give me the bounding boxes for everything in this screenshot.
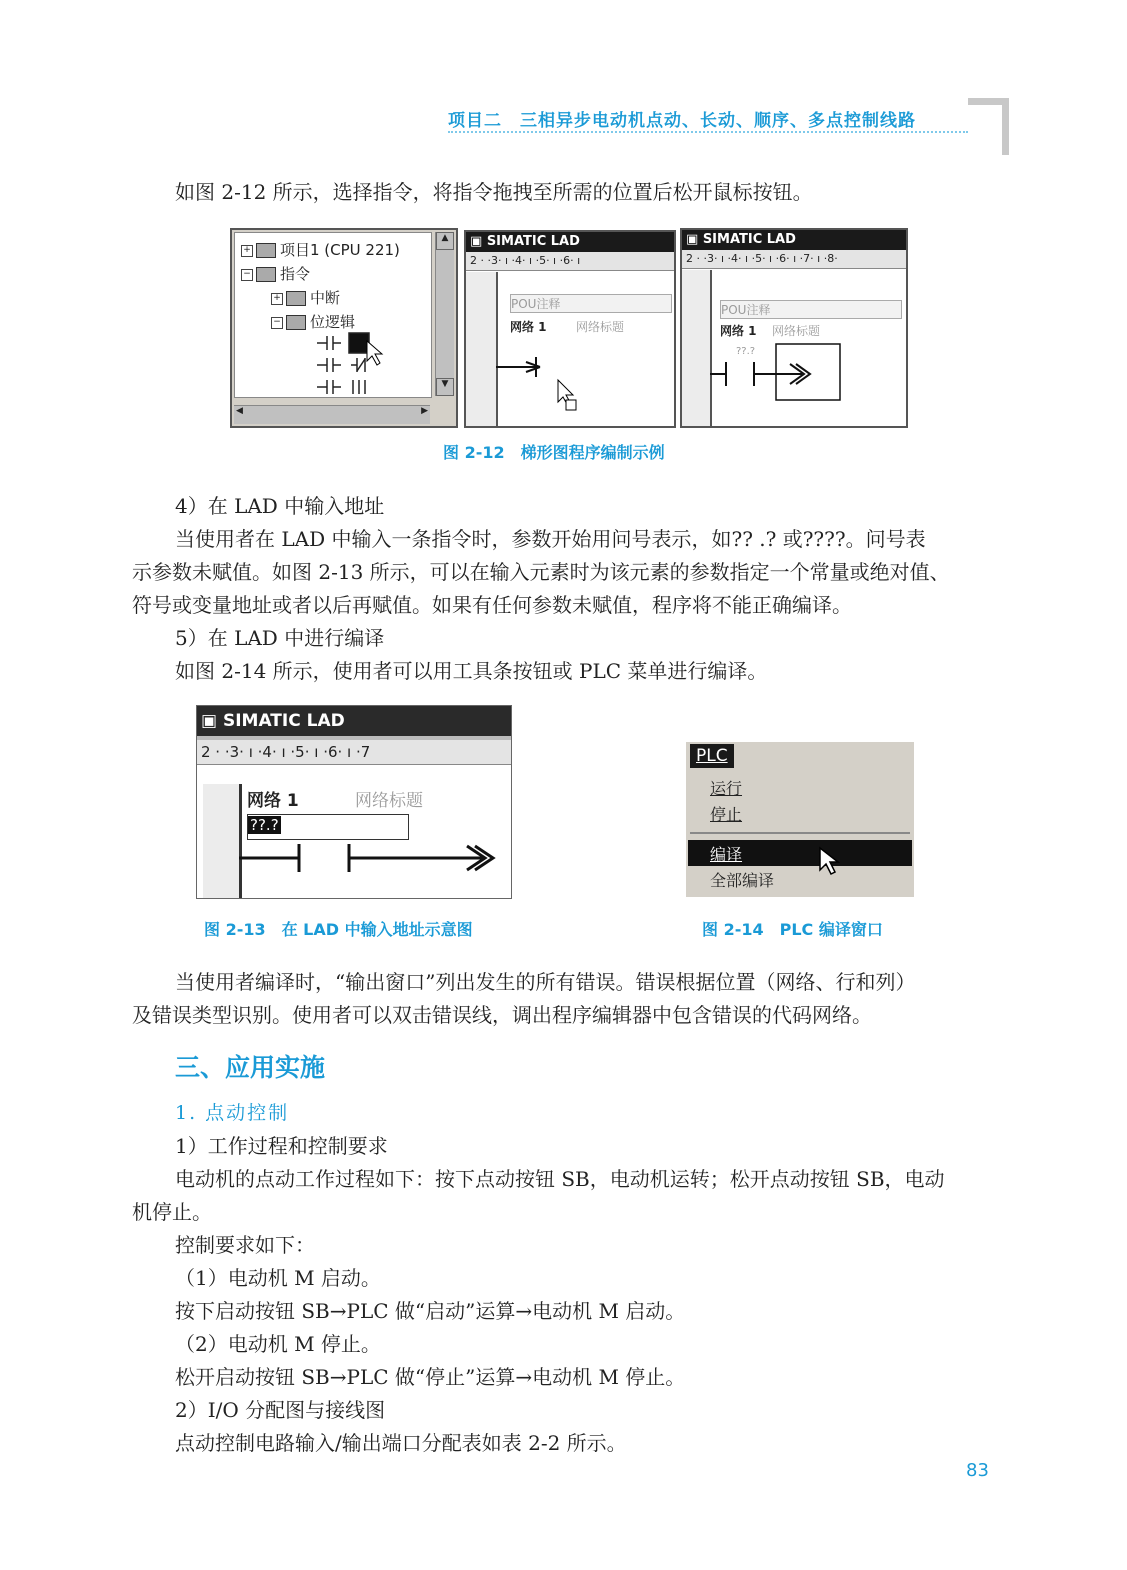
window-titlebar: ▣ SIMATIC LAD <box>466 232 674 252</box>
fig12-tree-panel <box>230 228 458 428</box>
contact-instruction-icons[interactable] <box>295 331 415 397</box>
window-titlebar: ▣ SIMATIC LAD <box>197 706 511 736</box>
menu-item-compile-all[interactable]: 全部编译 <box>710 871 775 890</box>
mouse-cursor-icon <box>818 846 842 878</box>
fig14-caption: 图 2-14 PLC 编译窗口 <box>702 920 883 939</box>
requirement-2: （2）电动机 M 停止。 <box>175 1332 381 1356</box>
item-2-heading: 2）I/O 分配图与接线图 <box>175 1398 386 1422</box>
menu-separator <box>690 832 910 834</box>
left-power-rail <box>466 272 498 426</box>
requirement-1: （1）电动机 M 启动。 <box>175 1266 381 1290</box>
fig13-caption: 图 2-13 在 LAD 中输入地址示意图 <box>204 920 473 939</box>
menu-title-plc[interactable]: PLC <box>690 744 734 768</box>
tree-item-bitlogic[interactable]: − 位逻辑 <box>271 311 355 332</box>
tree-item-instructions[interactable]: − 指令 <box>241 263 310 284</box>
paragraph-address-a: 当使用者在 LAD 中输入一条指令时，参数开始用问号表示，如?? .? 或????。问号表 <box>175 527 926 551</box>
fig12-caption: 图 2-12 梯形图程序编制示例 <box>443 443 665 462</box>
network-title[interactable]: 网络标题 <box>576 320 625 334</box>
step-5-heading: 5）在 LAD 中进行编译 <box>175 626 385 650</box>
fig13-lad-window <box>196 705 512 899</box>
step-4-heading: 4）在 LAD 中输入地址 <box>175 494 385 518</box>
paragraph-errors-a: 当使用者编译时，“输出窗口”列出发生的所有错误。错误根据位置（网络、行和列） <box>175 970 916 994</box>
running-header: 项目二 三相异步电动机点动、长动、顺序、多点控制线路 <box>448 111 916 131</box>
ladder-rung[interactable] <box>710 342 904 422</box>
window-titlebar: ▣ SIMATIC LAD <box>682 230 906 250</box>
scroll-left-icon: ◀ <box>236 406 243 416</box>
network-label: 网络 1 <box>247 791 299 811</box>
paragraph-address-c: 符号或变量地址或者以后再赋值。如果有任何参数未赋值，程序将不能正确编译。 <box>132 593 852 617</box>
ladder-rung[interactable] <box>496 342 672 422</box>
ruler: 2 · ·3· ı ·4· ı ·5· ı ·6· ı <box>466 252 674 271</box>
menu-item-compile[interactable]: 编译 <box>710 845 743 864</box>
requirement-1-detail: 按下启动按钮 SB→PLC 做“启动”运算→电动机 M 启动。 <box>175 1299 686 1323</box>
fig14-plc-menu <box>686 742 914 897</box>
vertical-scrollbar[interactable] <box>435 232 454 396</box>
folder-icon <box>286 291 306 306</box>
header-corner-mark <box>968 98 1009 155</box>
left-power-rail <box>203 784 242 898</box>
drop-plus-icon <box>566 400 576 410</box>
section-heading: 三、应用实施 <box>175 1053 326 1082</box>
pou-comment[interactable]: POU注释 <box>510 294 672 313</box>
menu-item-run[interactable]: 运行 <box>710 779 743 798</box>
paragraph-jog-a: 电动机的点动工作过程如下：按下点动按钮 SB，电动机运转；松开点动按钮 SB，电动 <box>175 1167 945 1191</box>
address-input[interactable]: ??.? <box>247 814 409 840</box>
network-title[interactable]: 网络标题 <box>772 324 821 338</box>
requirement-2-detail: 松开启动按钮 SB→PLC 做“停止”运算→电动机 M 停止。 <box>175 1365 686 1389</box>
ruler: 2 · ·3· ı ·4· ı ·5· ı ·6· ı ·7· ı ·8· <box>682 250 906 269</box>
param-placeholder[interactable]: ??.? <box>736 346 756 357</box>
network-label: 网络 1 <box>720 324 757 338</box>
pou-comment[interactable]: POU注释 <box>720 300 902 319</box>
ladder-rung[interactable] <box>239 838 509 898</box>
mouse-cursor-icon <box>367 341 382 365</box>
ruler: 2 · ·3· ı ·4· ı ·5· ı ·6· ı ·7 <box>197 736 511 765</box>
paragraph-requirements: 控制要求如下： <box>175 1233 315 1257</box>
menu-item-stop[interactable]: 停止 <box>710 805 743 824</box>
scroll-right-icon: ▶ <box>421 406 428 416</box>
tree-item-project[interactable]: + 项目1 (CPU 221) <box>241 239 400 260</box>
scroll-down-icon: ▼ <box>436 378 454 396</box>
paragraph-fig12-intro: 如图 2-12 所示，选择指令，将指令拖拽至所需的位置后松开鼠标按钮。 <box>175 180 813 204</box>
paragraph-jog-b: 机停止。 <box>132 1200 212 1224</box>
left-power-rail <box>682 270 712 426</box>
folder-icon <box>286 315 306 330</box>
item-1-heading: 1）工作过程和控制要求 <box>175 1134 388 1158</box>
scroll-up-icon: ▲ <box>436 232 454 250</box>
project-icon <box>256 243 276 258</box>
horizontal-scrollbar[interactable] <box>234 405 430 424</box>
fig12-lad-window-a <box>464 230 676 428</box>
paragraph-errors-b: 及错误类型识别。使用者可以双击错误线，调出程序编辑器中包含错误的代码网络。 <box>132 1003 872 1027</box>
page-number: 83 <box>966 1460 989 1481</box>
tree-item-interrupt[interactable]: + 中断 <box>271 287 340 308</box>
paragraph-address-b: 示参数未赋值。如图 2-13 所示，可以在输入元素时为该元素的参数指定一个常量或绝对值、 <box>132 560 950 584</box>
header-divider <box>448 131 968 133</box>
paragraph-compile: 如图 2-14 所示，使用者可以用工具条按钮或 PLC 菜单进行编译。 <box>175 659 768 683</box>
fig12-lad-window-b <box>680 228 908 428</box>
network-title[interactable]: 网络标题 <box>355 791 423 811</box>
paragraph-io-table: 点动控制电路输入/输出端口分配表如表 2-2 所示。 <box>175 1431 627 1455</box>
folder-icon <box>256 267 276 282</box>
subsection-heading: 1. 点动控制 <box>175 1102 290 1124</box>
network-label: 网络 1 <box>510 320 547 334</box>
